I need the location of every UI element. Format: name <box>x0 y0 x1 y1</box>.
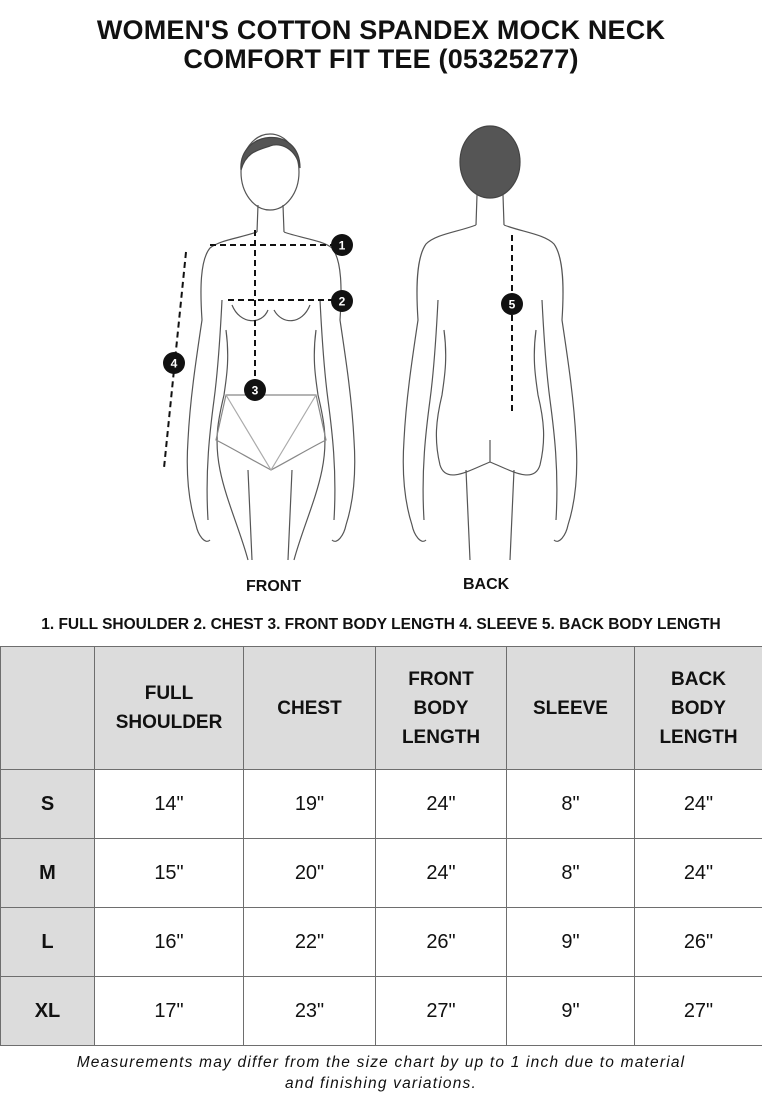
table-cell: 23" <box>244 977 376 1046</box>
size-cell: S <box>1 770 95 839</box>
title-line-1: WOMEN'S COTTON SPANDEX MOCK NECK <box>96 15 666 45</box>
size-cell: XL <box>1 977 95 1046</box>
header-sleeve: SLEEVE <box>507 647 635 770</box>
footnote-line-2: and finishing variations. <box>285 1075 477 1092</box>
table-cell: 24" <box>635 770 762 839</box>
marker-5-label: 5 <box>508 297 516 312</box>
size-cell: M <box>1 839 95 908</box>
table-cell: 26" <box>635 908 762 977</box>
measurement-lines <box>164 230 512 468</box>
table-header-row <box>1 647 762 770</box>
back-body-illustration <box>403 126 576 560</box>
marker-1-label: 1 <box>338 238 346 253</box>
marker-4 <box>163 352 185 374</box>
measurement-disclaimer <box>0 1052 762 1094</box>
footnote-line-1: Measurements may differ from the size chart by up to 1 inch due to material <box>76 1054 686 1071</box>
table-cell: 26" <box>376 908 507 977</box>
table-cell: 24" <box>376 770 507 839</box>
measurement-figure <box>0 100 762 600</box>
front-view-label: FRONT <box>246 578 302 595</box>
table-cell: 17" <box>95 977 244 1046</box>
marker-2 <box>331 290 353 312</box>
front-body-illustration <box>187 134 354 560</box>
table-cell: 9" <box>507 977 635 1046</box>
marker-5 <box>501 293 523 315</box>
marker-3 <box>244 379 266 401</box>
marker-2-label: 2 <box>338 294 346 309</box>
table-cell: 24" <box>376 839 507 908</box>
table-cell: 15" <box>95 839 244 908</box>
header-chest: CHEST <box>244 647 376 770</box>
table-cell: 9" <box>507 908 635 977</box>
table-row <box>1 908 762 977</box>
table-cell: 8" <box>507 839 635 908</box>
title-line-2: COMFORT FIT TEE (05325277) <box>183 44 579 74</box>
table-row <box>1 839 762 908</box>
table-cell: 27" <box>376 977 507 1046</box>
table-cell: 27" <box>635 977 762 1046</box>
table-cell: 24" <box>635 839 762 908</box>
table-cell: 22" <box>244 908 376 977</box>
size-cell: L <box>1 908 95 977</box>
table-cell: 20" <box>244 839 376 908</box>
table-cell: 8" <box>507 770 635 839</box>
back-view-label: BACK <box>463 576 510 593</box>
header-back-body-length: BACK BODY LENGTH <box>635 647 762 770</box>
page-title <box>0 16 762 74</box>
header-front-body-length: FRONT BODY LENGTH <box>376 647 507 770</box>
header-corner-cell <box>1 647 95 770</box>
marker-3-label: 3 <box>251 383 259 398</box>
marker-1 <box>331 234 353 256</box>
marker-4-label: 4 <box>170 356 178 371</box>
table-row <box>1 977 762 1046</box>
table-cell: 14" <box>95 770 244 839</box>
table-cell: 19" <box>244 770 376 839</box>
table-cell: 16" <box>95 908 244 977</box>
size-chart-table <box>0 646 762 1046</box>
header-full-shoulder: FULL SHOULDER <box>95 647 244 770</box>
measurement-legend: 1. FULL SHOULDER 2. CHEST 3. FRONT BODY LENGTH 4. SLEEVE 5. BACK BODY LENGTH <box>41 616 721 633</box>
table-row <box>1 770 762 839</box>
